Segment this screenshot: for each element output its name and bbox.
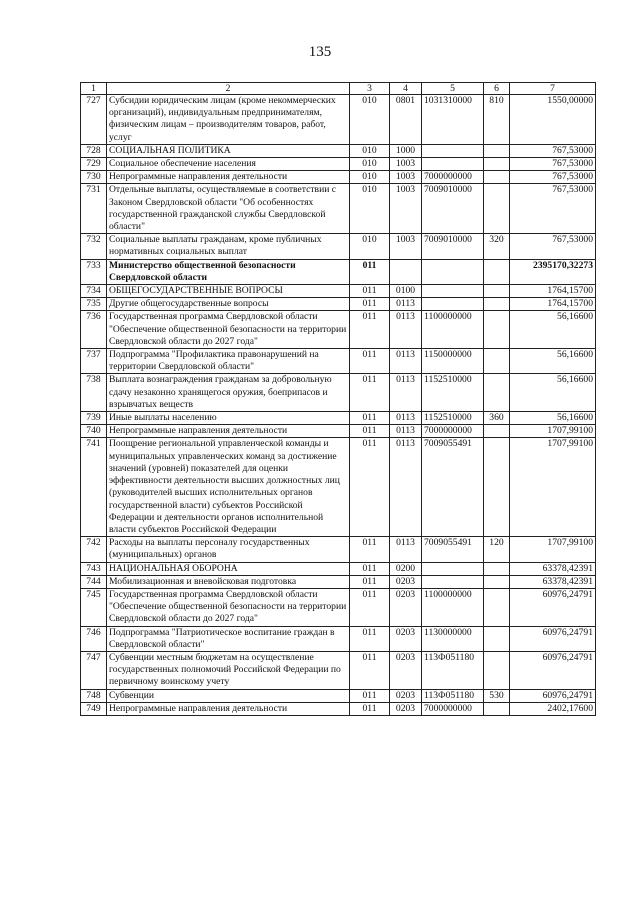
target-code: 7009010000 (422, 234, 484, 259)
admin-code: 011 (350, 702, 390, 715)
table-row (81, 234, 596, 259)
column-header: 1 (81, 83, 107, 95)
row-number: 738 (81, 374, 107, 412)
row-amount: 1764,15700 (510, 285, 596, 298)
row-amount: 767,53000 (510, 184, 596, 234)
row-amount: 56,16600 (510, 349, 596, 374)
section-code: 1003 (390, 234, 422, 259)
row-name: Социальные выплаты гражданам, кроме публичных нормативных социальных выплат (107, 234, 350, 259)
row-amount: 767,53000 (510, 234, 596, 259)
row-amount: 63378,42391 (510, 562, 596, 575)
expense-type-code: 320 (484, 234, 510, 259)
row-number: 748 (81, 689, 107, 702)
section-code: 1000 (390, 144, 422, 157)
table-row (81, 298, 596, 311)
table-row (81, 412, 596, 425)
row-name: Мобилизационная и вневойсковая подготовка (107, 575, 350, 588)
table-row (81, 349, 596, 374)
table-row (81, 588, 596, 626)
row-number: 734 (81, 285, 107, 298)
table-row (81, 651, 596, 689)
admin-code: 011 (350, 311, 390, 349)
expense-type-code (484, 588, 510, 626)
target-code (422, 285, 484, 298)
target-code (422, 562, 484, 575)
row-number: 729 (81, 158, 107, 171)
row-name: Иные выплаты населению (107, 412, 350, 425)
row-number: 744 (81, 575, 107, 588)
target-code: 7009055491 (422, 438, 484, 537)
section-code: 1003 (390, 184, 422, 234)
target-code: 113Ф051180 (422, 651, 484, 689)
admin-code: 011 (350, 689, 390, 702)
target-code: 1152510000 (422, 374, 484, 412)
table-row (81, 438, 596, 537)
row-name: Социальное обеспечение населения (107, 158, 350, 171)
column-header: 5 (422, 83, 484, 95)
admin-code: 011 (350, 588, 390, 626)
target-code: 1100000000 (422, 588, 484, 626)
expense-type-code (484, 259, 510, 284)
row-number: 736 (81, 311, 107, 349)
target-code: 1100000000 (422, 311, 484, 349)
expense-type-code (484, 702, 510, 715)
section-code: 0100 (390, 285, 422, 298)
row-number: 740 (81, 425, 107, 438)
table-row (81, 95, 596, 145)
admin-code: 011 (350, 298, 390, 311)
row-name: Субвенции местным бюджетам на осуществление государственных полномочий Российской Федерации по первичному воинскому учету (107, 651, 350, 689)
row-name: Расходы на выплаты персоналу государственных (муниципальных) органов (107, 537, 350, 562)
row-number: 745 (81, 588, 107, 626)
row-name: Отдельные выплаты, осуществляемые в соответствии с Законом Свердловской области "Об особенностях государственной гражданской службы Свердловской области" (107, 184, 350, 234)
admin-code: 011 (350, 575, 390, 588)
admin-code: 011 (350, 562, 390, 575)
table-row (81, 702, 596, 715)
section-code: 0113 (390, 425, 422, 438)
target-code: 1130000000 (422, 626, 484, 651)
target-code: 1152510000 (422, 412, 484, 425)
target-code (422, 298, 484, 311)
section-code: 0113 (390, 438, 422, 537)
target-code (422, 575, 484, 588)
section-code: 0113 (390, 537, 422, 562)
column-header: 7 (510, 83, 596, 95)
admin-code: 011 (350, 285, 390, 298)
admin-code: 010 (350, 158, 390, 171)
row-amount: 56,16600 (510, 374, 596, 412)
table-row (81, 626, 596, 651)
row-name: Министерство общественной безопасности Свердловской области (107, 259, 350, 284)
target-code: 7000000000 (422, 171, 484, 184)
row-name: Непрограммные направления деятельности (107, 171, 350, 184)
target-code (422, 158, 484, 171)
row-amount: 60976,24791 (510, 588, 596, 626)
expense-type-code (484, 562, 510, 575)
table-row (81, 575, 596, 588)
admin-code: 011 (350, 374, 390, 412)
row-amount: 767,53000 (510, 158, 596, 171)
section-code: 0113 (390, 298, 422, 311)
target-code: 7000000000 (422, 702, 484, 715)
row-number: 727 (81, 95, 107, 145)
column-header: 3 (350, 83, 390, 95)
column-header: 6 (484, 83, 510, 95)
expense-type-code (484, 158, 510, 171)
admin-code: 011 (350, 412, 390, 425)
admin-code: 011 (350, 438, 390, 537)
row-number: 746 (81, 626, 107, 651)
row-number: 730 (81, 171, 107, 184)
expense-type-code (484, 184, 510, 234)
row-number: 737 (81, 349, 107, 374)
admin-code: 010 (350, 144, 390, 157)
row-number: 732 (81, 234, 107, 259)
table-row (81, 259, 596, 284)
row-name: Подпрограмма "Патриотическое воспитание граждан в Свердловской области" (107, 626, 350, 651)
column-header: 4 (390, 83, 422, 95)
row-amount: 60976,24791 (510, 651, 596, 689)
section-code: 0203 (390, 575, 422, 588)
section-code: 0113 (390, 311, 422, 349)
table-row (81, 144, 596, 157)
table-row (81, 285, 596, 298)
admin-code: 011 (350, 537, 390, 562)
row-number: 735 (81, 298, 107, 311)
row-name: Субсидии юридическим лицам (кроме некоммерческих организаций), индивидуальным предпринимателям, физическим лицам – производителям товаров, работ, услуг (107, 95, 350, 145)
admin-code: 010 (350, 234, 390, 259)
row-amount: 767,53000 (510, 171, 596, 184)
table-row (81, 184, 596, 234)
target-code: 113Ф051180 (422, 689, 484, 702)
row-number: 741 (81, 438, 107, 537)
table-row (81, 425, 596, 438)
expense-type-code: 810 (484, 95, 510, 145)
admin-code: 011 (350, 349, 390, 374)
expense-type-code (484, 144, 510, 157)
section-code: 1003 (390, 158, 422, 171)
row-name: СОЦИАЛЬНАЯ ПОЛИТИКА (107, 144, 350, 157)
row-amount: 1550,00000 (510, 95, 596, 145)
row-number: 749 (81, 702, 107, 715)
row-amount: 2402,17600 (510, 702, 596, 715)
admin-code: 010 (350, 95, 390, 145)
table-row (81, 311, 596, 349)
target-code: 7009010000 (422, 184, 484, 234)
row-amount: 60976,24791 (510, 689, 596, 702)
row-name: НАЦИОНАЛЬНАЯ ОБОРОНА (107, 562, 350, 575)
row-number: 742 (81, 537, 107, 562)
target-code (422, 144, 484, 157)
row-name: Государственная программа Свердловской области "Обеспечение общественной безопасности на территории Свердловской области до 2027 года" (107, 588, 350, 626)
page-number: 135 (308, 44, 332, 60)
expense-type-code: 530 (484, 689, 510, 702)
row-amount: 56,16600 (510, 311, 596, 349)
section-code: 0203 (390, 689, 422, 702)
row-number: 747 (81, 651, 107, 689)
admin-code: 011 (350, 259, 390, 284)
row-amount: 56,16600 (510, 412, 596, 425)
expense-type-code (484, 171, 510, 184)
table-row (81, 171, 596, 184)
section-code: 0203 (390, 588, 422, 626)
expense-type-code (484, 374, 510, 412)
row-name: Поощрение региональной управленческой команды и муниципальных управленческих команд за достижение значений (уровней) показателей для оценки эффективности деятельности высших должностных лиц (руководителей высших исполнительных органов государственной власти) субъектов Российской Федерации и деятельности органов исполнительной власти субъектов Российской Федерации (107, 438, 350, 537)
target-code: 1031310000 (422, 95, 484, 145)
admin-code: 010 (350, 171, 390, 184)
row-amount: 767,53000 (510, 144, 596, 157)
section-code: 0203 (390, 702, 422, 715)
table-row (81, 689, 596, 702)
row-number: 728 (81, 144, 107, 157)
section-code: 0113 (390, 374, 422, 412)
row-number: 739 (81, 412, 107, 425)
expense-type-code (484, 285, 510, 298)
target-code: 7000000000 (422, 425, 484, 438)
row-name: Непрограммные направления деятельности (107, 425, 350, 438)
row-number: 743 (81, 562, 107, 575)
row-amount: 60976,24791 (510, 626, 596, 651)
row-amount: 2395170,32273 (510, 259, 596, 284)
expense-type-code (484, 438, 510, 537)
row-amount: 1707,99100 (510, 438, 596, 537)
row-name: Подпрограмма "Профилактика правонарушений на территории Свердловской области" (107, 349, 350, 374)
row-number: 731 (81, 184, 107, 234)
budget-table (80, 82, 596, 716)
section-code: 1003 (390, 171, 422, 184)
expense-type-code (484, 349, 510, 374)
row-name: Субвенции (107, 689, 350, 702)
row-name: Другие общегосударственные вопросы (107, 298, 350, 311)
section-code: 0203 (390, 626, 422, 651)
expense-type-code (484, 298, 510, 311)
section-code (390, 259, 422, 284)
table-row (81, 562, 596, 575)
target-code: 1150000000 (422, 349, 484, 374)
expense-type-code (484, 651, 510, 689)
admin-code: 011 (350, 425, 390, 438)
row-amount: 1707,99100 (510, 537, 596, 562)
table-row (81, 158, 596, 171)
target-code: 7009055491 (422, 537, 484, 562)
row-name: ОБЩЕГОСУДАРСТВЕННЫЕ ВОПРОСЫ (107, 285, 350, 298)
column-header: 2 (107, 83, 350, 95)
expense-type-code: 360 (484, 412, 510, 425)
expense-type-code (484, 311, 510, 349)
expense-type-code (484, 626, 510, 651)
section-code: 0200 (390, 562, 422, 575)
table-row (81, 537, 596, 562)
admin-code: 011 (350, 651, 390, 689)
row-amount: 63378,42391 (510, 575, 596, 588)
row-amount: 1764,15700 (510, 298, 596, 311)
expense-type-code (484, 575, 510, 588)
header-row (81, 83, 596, 95)
row-name: Непрограммные направления деятельности (107, 702, 350, 715)
row-name: Выплата вознаграждения гражданам за добровольную сдачу незаконно хранящегося оружия, боеприпасов и взрывчатых веществ (107, 374, 350, 412)
admin-code: 011 (350, 626, 390, 651)
row-number: 733 (81, 259, 107, 284)
table-row (81, 374, 596, 412)
expense-type-code: 120 (484, 537, 510, 562)
row-name: Государственная программа Свердловской области "Обеспечение общественной безопасности на территории Свердловской области до 2027 года" (107, 311, 350, 349)
target-code (422, 259, 484, 284)
expense-type-code (484, 425, 510, 438)
section-code: 0203 (390, 651, 422, 689)
section-code: 0801 (390, 95, 422, 145)
admin-code: 010 (350, 184, 390, 234)
row-amount: 1707,99100 (510, 425, 596, 438)
section-code: 0113 (390, 412, 422, 425)
section-code: 0113 (390, 349, 422, 374)
